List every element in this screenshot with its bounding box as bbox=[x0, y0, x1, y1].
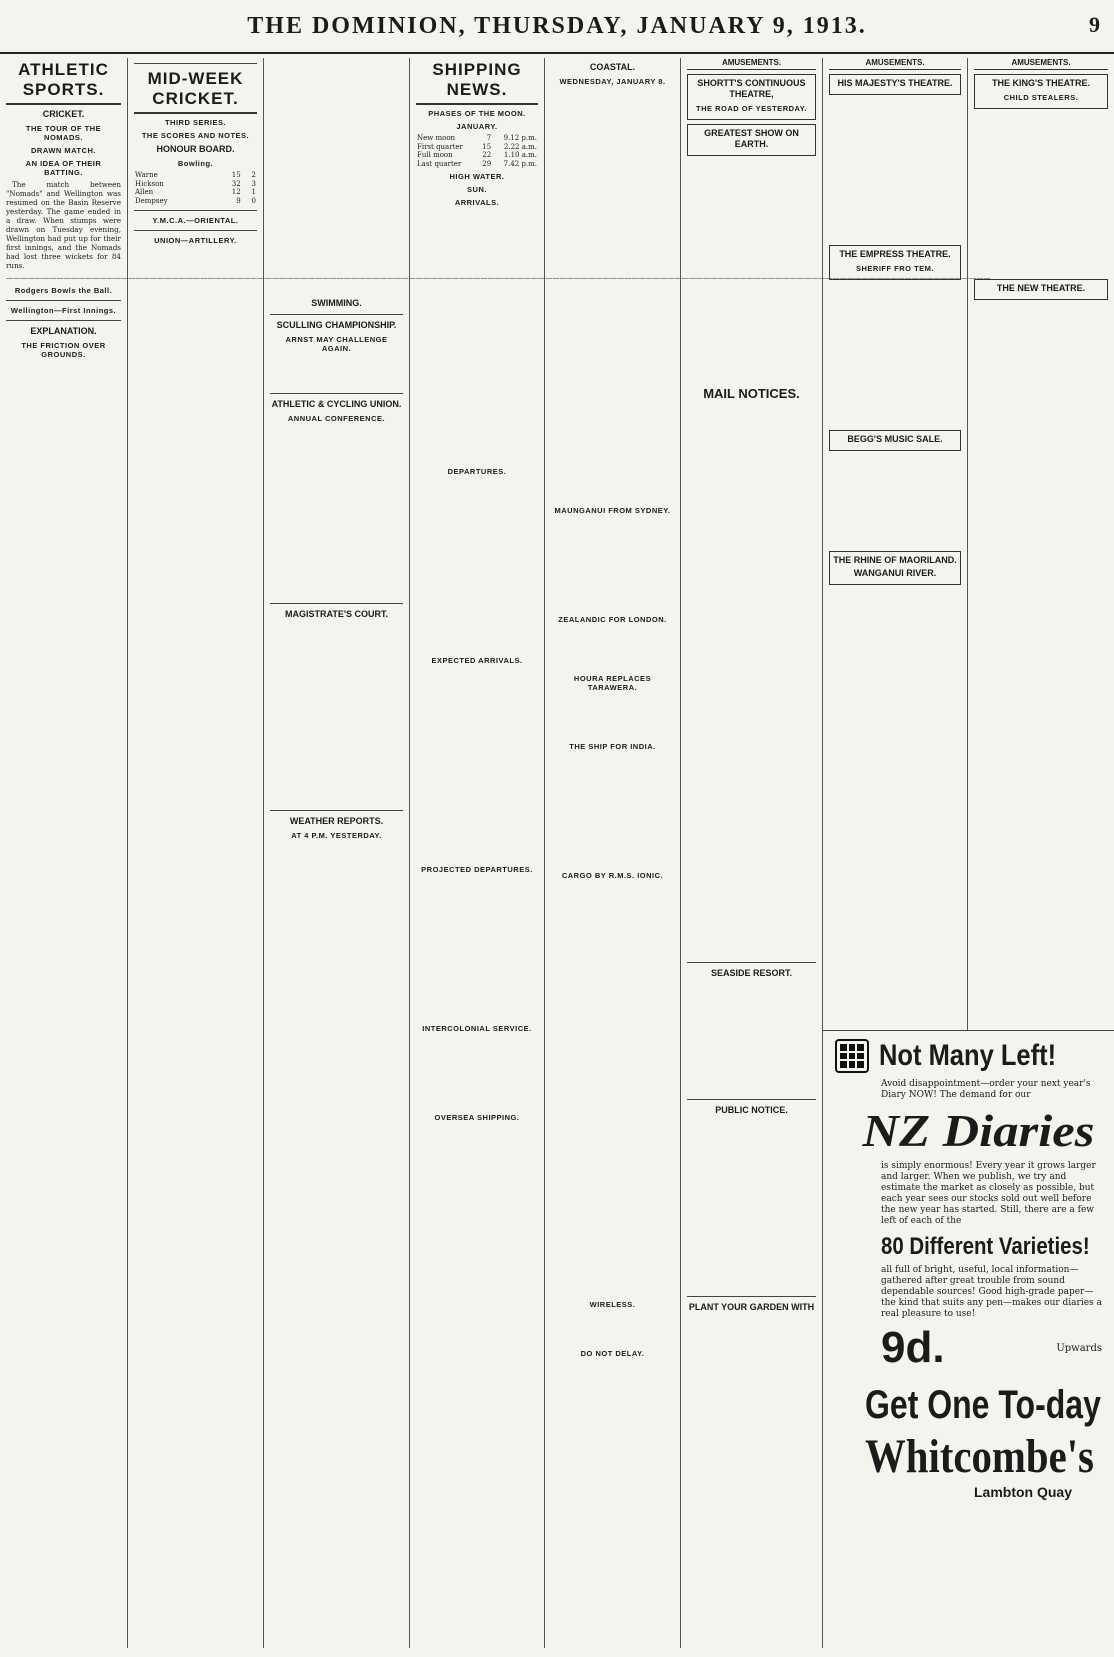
new-theatre-advert bbox=[974, 279, 1108, 300]
empress-title: THE EMPRESS THEATRE. bbox=[839, 249, 951, 259]
get-one-today-heading: Get One To-day bbox=[865, 1383, 1101, 1427]
advert-body-1: Avoid disappointment—order your next year's Diary NOW! The demand for our bbox=[881, 1079, 1091, 1100]
runs: 32 bbox=[231, 179, 241, 188]
moon-time: 7.42 p.m. bbox=[503, 159, 537, 168]
moon-phase: First quarter bbox=[417, 142, 463, 151]
wickets: 3 bbox=[251, 179, 256, 188]
rhine-title: THE RHINE OF MAORILAND. bbox=[833, 555, 957, 565]
wickets: 0 bbox=[251, 196, 256, 205]
tarawera-heading: HOURA REPLACES TARAWERA. bbox=[573, 674, 652, 692]
advert-body-2: is simply enormous! Every year it grows larger and larger. When we publish, we try and estimate the market as closely as possible, but each year sees our stocks sold out well before the new year has started. Still, there are a few left of each of the bbox=[881, 1161, 1096, 1226]
column-coastal bbox=[545, 58, 681, 1648]
his-majestys-advert bbox=[829, 74, 961, 95]
divider bbox=[6, 300, 121, 301]
drawn-match-heading: DRAWN MATCH. bbox=[30, 146, 97, 155]
public-notice-heading: PUBLIC NOTICE. bbox=[715, 1105, 788, 1115]
intercolonial-heading: INTERCOLONIAL SERVICE. bbox=[422, 1024, 532, 1033]
table-row bbox=[416, 160, 538, 169]
tour-heading: THE TOUR OF THE NOMADS. bbox=[25, 124, 102, 142]
seaside-heading: SEASIDE RESORT. bbox=[710, 968, 793, 978]
bowler-name: Allen bbox=[135, 188, 154, 196]
moon-time: 1.10 a.m. bbox=[503, 151, 537, 159]
union-heading: UNION—ARTILLERY. bbox=[154, 236, 237, 245]
divider bbox=[687, 1099, 816, 1100]
rhine-advert bbox=[829, 551, 961, 585]
bowler-name: Hickson bbox=[135, 179, 164, 188]
maunganui-heading: MAUNGANUI FROM SYDNEY. bbox=[554, 506, 671, 515]
grounds-heading: THE FRICTION OVER GROUNDS. bbox=[21, 341, 106, 359]
runs: 12 bbox=[231, 188, 241, 196]
calendar-grid-icon bbox=[835, 1039, 869, 1073]
divider bbox=[134, 230, 257, 231]
eighty-varieties-heading: 80 Different Varieties! bbox=[881, 1233, 1090, 1260]
cargo-heading: CARGO BY R.M.S. IONIC. bbox=[561, 871, 664, 880]
moon-phase: Full moon bbox=[417, 151, 453, 159]
mail-notices-heading: MAIL NOTICES. bbox=[703, 386, 800, 401]
month-heading: JANUARY. bbox=[456, 122, 498, 131]
honour-board-heading: HONOUR BOARD. bbox=[156, 144, 235, 154]
lambton-quay-address: Lambton Quay bbox=[973, 1484, 1072, 1500]
article-text-block: ————————————————————————————————————————————————————————————————————————————————————————————————————————————————————————————————————————— bbox=[6, 273, 991, 282]
coastal-heading: COASTAL. bbox=[589, 62, 636, 72]
table-row bbox=[416, 134, 538, 143]
midweek-cricket-heading: MID-WEEK CRICKET. bbox=[134, 69, 257, 114]
cricket-heading: CRICKET. bbox=[42, 109, 85, 119]
moon-time: 9.12 p.m. bbox=[503, 134, 537, 142]
scores-heading: THE SCORES AND NOTES. bbox=[141, 131, 250, 140]
bowling-table bbox=[134, 171, 257, 205]
table-row bbox=[416, 143, 538, 152]
arrivals-heading: ARRIVALS. bbox=[454, 198, 500, 207]
whitcombes-advert bbox=[823, 1030, 1114, 1650]
not-many-left-heading: Not Many Left! bbox=[879, 1039, 1057, 1072]
amusements-heading: AMUSEMENTS. bbox=[829, 58, 961, 70]
garden-heading: PLANT YOUR GARDEN WITH bbox=[688, 1302, 815, 1312]
bowler-name: Dempsey bbox=[135, 196, 168, 205]
sheriff-title: SHERIFF FRO TEM. bbox=[856, 264, 934, 273]
his-majestys-title: HIS MAJESTY'S THEATRE. bbox=[837, 78, 953, 88]
page-number: 9 bbox=[1089, 12, 1100, 37]
column-amusements-1 bbox=[681, 58, 823, 1648]
table-row bbox=[134, 197, 257, 206]
shortts-title: SHORTT'S CONTINUOUS THEATRE, bbox=[697, 78, 806, 99]
moon-day: 22 bbox=[482, 151, 492, 159]
scoreboard-heading: Wellington—First Innings. bbox=[10, 306, 117, 315]
ymca-heading: Y.M.C.A.—ORIENTAL. bbox=[152, 216, 239, 225]
article-paragraph: The match between "Nomads" and Wellington was resumed on the Basin Reserve yesterday. The game ended in a draw. When stumps were drawn on Tuesday evening, Wellington had put up for their first innings, and the Nomads had lost three wickets for 84 runs. bbox=[6, 180, 121, 270]
moon-day: 15 bbox=[482, 142, 492, 151]
wireless-heading: WIRELESS. bbox=[589, 1300, 636, 1309]
column-shipping bbox=[410, 58, 545, 1648]
amusements-heading: AMUSEMENTS. bbox=[974, 58, 1108, 70]
music-sale-advert bbox=[829, 430, 961, 451]
advert-body-3: all full of bright, useful, local information—gathered after great trouble from sound dependable sources! Good high-grade paper—the kind that suits any pen—makes our diaries a real pleasure to use! bbox=[881, 1265, 1102, 1319]
not-many-left-row bbox=[835, 1039, 1102, 1073]
road-of-yesterday: THE ROAD OF YESTERDAY. bbox=[695, 104, 808, 113]
delay-heading: DO NOT DELAY. bbox=[580, 1349, 645, 1358]
price: 9d. bbox=[881, 1323, 945, 1372]
explanation-heading: EXPLANATION. bbox=[30, 326, 97, 336]
greatest-show-title: GREATEST SHOW ON EARTH. bbox=[704, 128, 799, 149]
masthead bbox=[0, 0, 1114, 54]
kings-title: THE KING'S THEATRE. bbox=[992, 78, 1090, 88]
kings-advert bbox=[974, 74, 1108, 109]
weather-time: AT 4 P.M. YESTERDAY. bbox=[291, 831, 382, 840]
athletic-sports-heading: ATHLETIC SPORTS. bbox=[6, 60, 121, 105]
sculling-heading: SCULLING CHAMPIONSHIP. bbox=[276, 320, 397, 330]
series-heading: THIRD SERIES. bbox=[164, 118, 227, 127]
divider bbox=[687, 962, 816, 963]
table-row bbox=[134, 180, 257, 189]
overseas-heading: OVERSEA SHIPPING. bbox=[434, 1113, 520, 1122]
india-heading: THE SHIP FOR INDIA. bbox=[569, 742, 656, 751]
whitcombes-logo: Whitcombe's bbox=[865, 1430, 1094, 1483]
divider bbox=[270, 603, 403, 604]
projected-heading: PROJECTED DEPARTURES. bbox=[421, 865, 533, 874]
batting-heading: AN IDEA OF THEIR BATTING. bbox=[25, 159, 102, 177]
moon-phase: Last quarter bbox=[417, 159, 462, 168]
upwards-label: Upwards bbox=[1056, 1342, 1102, 1354]
world-advert bbox=[687, 124, 816, 156]
rodgers-subheading: Rodgers Bowls the Ball. bbox=[14, 286, 113, 295]
coastal-date: WEDNESDAY, JANUARY 8. bbox=[559, 77, 666, 86]
magistrate-heading: MAGISTRATE'S COURT. bbox=[285, 609, 388, 619]
wanganui-title: WANGANUI RIVER. bbox=[853, 568, 937, 578]
divider bbox=[270, 810, 403, 811]
runs: 9 bbox=[236, 196, 241, 205]
conference-heading: ANNUAL CONFERENCE. bbox=[287, 414, 386, 423]
runs: 15 bbox=[231, 171, 241, 179]
phases-heading: PHASES OF THE MOON. bbox=[428, 109, 526, 118]
high-water-heading: HIGH WATER. bbox=[449, 172, 505, 181]
price-row bbox=[881, 1324, 1102, 1372]
music-sale-title: BEGG'S MUSIC SALE. bbox=[847, 434, 943, 444]
weather-heading: WEATHER REPORTS. bbox=[289, 816, 384, 826]
empress-advert bbox=[829, 245, 961, 280]
table-row bbox=[134, 188, 257, 197]
nz-diaries-title: NZ Diaries bbox=[862, 1105, 1095, 1156]
column-midweek-cricket bbox=[128, 58, 264, 1648]
child-stealers: CHILD STEALERS. bbox=[1003, 93, 1079, 102]
amusements-heading: AMUSEMENTS. bbox=[687, 58, 816, 70]
swimming-heading: SWIMMING. bbox=[311, 298, 362, 308]
moon-day: 29 bbox=[482, 159, 492, 168]
divider bbox=[134, 63, 257, 64]
departures-heading: DEPARTURES. bbox=[447, 467, 507, 476]
column-swimming bbox=[264, 58, 410, 1648]
shortts-advert bbox=[687, 74, 816, 120]
moon-time: 2.22 a.m. bbox=[503, 142, 537, 151]
moon-table bbox=[416, 134, 538, 168]
arnst-heading: ARNST MAY CHALLENGE AGAIN. bbox=[285, 335, 388, 353]
newspaper-title: THE DOMINION, THURSDAY, JANUARY 9, 1913. bbox=[247, 12, 867, 39]
table-row bbox=[416, 151, 538, 160]
expected-heading: EXPECTED ARRIVALS. bbox=[431, 656, 523, 665]
moon-phase: New moon bbox=[417, 134, 456, 142]
zealandic-heading: ZEALANDIC FOR LONDON. bbox=[558, 615, 667, 624]
divider bbox=[134, 210, 257, 211]
divider bbox=[270, 393, 403, 394]
divider bbox=[270, 314, 403, 315]
sun-heading: SUN. bbox=[467, 185, 487, 194]
shipping-heading: SHIPPING NEWS. bbox=[416, 60, 538, 105]
new-theatre-title: THE NEW THEATRE. bbox=[996, 283, 1086, 293]
bowler-name: Warne bbox=[135, 171, 158, 179]
wickets: 1 bbox=[251, 188, 256, 196]
divider bbox=[687, 1296, 816, 1297]
bowling-heading: Bowling. bbox=[177, 159, 214, 168]
divider bbox=[6, 320, 121, 321]
moon-day: 7 bbox=[486, 134, 492, 142]
table-row bbox=[134, 171, 257, 180]
athletic-union-heading: ATHLETIC & CYCLING UNION. bbox=[271, 399, 402, 409]
wickets: 2 bbox=[251, 171, 256, 179]
